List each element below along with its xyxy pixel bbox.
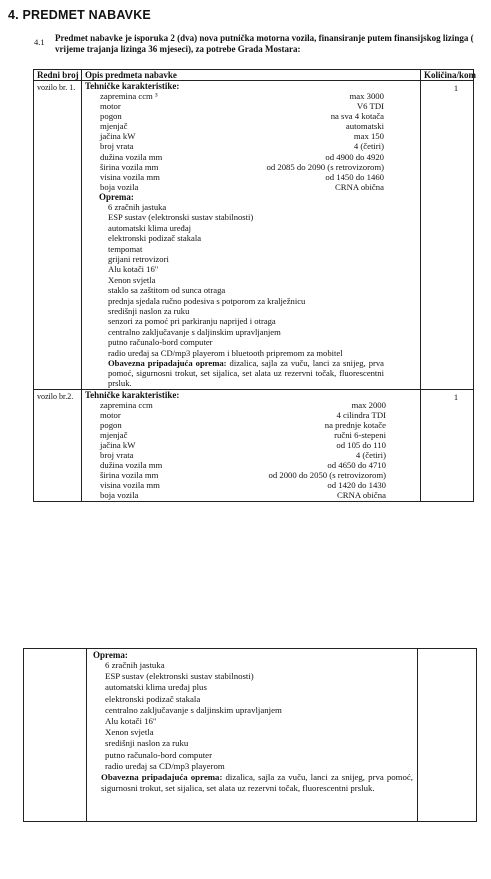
spec-label: jačina kW <box>100 131 136 142</box>
spec-label: motor <box>100 409 121 420</box>
spec-label: visina vozila mm <box>100 171 160 182</box>
mandatory-equipment-text: dizalica, sajla za vuču, lanci za snijeg, prva pomoć, sigurnosni trokut, set sijalica, set alata uz rezervni točak, fluorescentni prsluk. <box>108 358 384 389</box>
spec-row <box>82 131 420 141</box>
spec-value: max 2000 <box>351 399 386 410</box>
mandatory-equipment-title: Obavezna pripadajuća oprema: <box>108 358 227 369</box>
vehicle-2-quantity <box>421 389 474 501</box>
spec-row <box>82 172 420 182</box>
equipment-item: prednja sjedala ručno podesiva s potporom za kralježnicu <box>108 295 306 306</box>
spec-value: od 2000 do 2050 (s retrovizorom) <box>268 470 386 481</box>
spec-value: automatski <box>345 121 384 132</box>
spec-row <box>82 470 420 480</box>
mandatory-equipment-text: dizalica, sajla za vuču, lanci za snijeg, prva pomoć, sigurnosni trokut, set sijalica, set alata uz rezervni točak, fluorescentni prsluk. <box>101 772 413 793</box>
spec-value: max 150 <box>353 131 384 142</box>
equipment-item: putno računalo-bord computer <box>108 337 213 348</box>
spec-label: broj vrata <box>100 141 134 152</box>
spec-value: od 1450 do 1460 <box>325 171 384 182</box>
equipment-item: senzori za pomoć pri parkiranju naprijed i otraga <box>108 316 276 327</box>
spec-row <box>82 400 420 410</box>
equipment-item: središnji naslon za ruku <box>105 738 189 749</box>
spec-label: zapremina ccm ³ <box>100 91 158 101</box>
vehicle-1-equipment-title: Oprema: <box>99 191 134 202</box>
vehicle-2-quantity-value: 1 <box>453 391 459 402</box>
spec-value: 4 (četiri) <box>355 450 386 461</box>
mandatory-equipment-title: Obavezna pripadajuća oprema: <box>101 772 223 783</box>
continuation-equipment-title: Oprema: <box>93 650 128 660</box>
spec-label: pogon <box>100 111 122 122</box>
spec-value: na sva 4 kotača <box>330 111 384 122</box>
spec-row <box>82 91 420 101</box>
spec-label: pogon <box>100 419 122 430</box>
col-header-opis: Opis predmeta nabavke <box>82 70 421 81</box>
spec-row <box>82 420 420 430</box>
spec-value: od 1420 do 1430 <box>327 480 386 491</box>
spec-row <box>82 480 420 490</box>
section-number: 4.1 <box>34 37 45 47</box>
spec-label: dužina vozila mm <box>100 460 163 471</box>
spec-label: broj vrata <box>100 450 134 461</box>
col-header-redni-broj: Redni broj <box>34 70 82 81</box>
equipment-item: Alu kotači 16" <box>105 716 157 727</box>
spec-value: od 4900 do 4920 <box>325 151 384 162</box>
spec-label: visina vozila mm <box>100 480 160 491</box>
spec-row <box>82 162 420 172</box>
equipment-item: radio uređaj sa CD/mp3 playerom <box>105 760 225 771</box>
spec-value: CRNA obična <box>335 181 384 192</box>
equipment-item: automatski klima uređaj <box>108 222 192 233</box>
spec-label: mjenjač <box>100 429 128 440</box>
continuation-quantity-column <box>417 649 418 821</box>
spec-row <box>82 460 420 470</box>
spec-label: mjenjač <box>100 121 128 132</box>
spec-value: od 105 do 110 <box>336 440 386 451</box>
section-title: 4. PREDMET NABAVKE <box>8 8 151 22</box>
spec-label: boja vozila <box>100 490 139 501</box>
continuation-table <box>23 648 477 822</box>
table-row-vehicle-1 <box>34 81 474 390</box>
equipment-item: Alu kotači 16" <box>108 264 159 275</box>
vehicle-2-label: vozilo br.2. <box>34 389 82 501</box>
equipment-item: grijani retrovizori <box>108 253 169 264</box>
spec-value: V6 TDI <box>356 101 384 112</box>
table-header-row <box>34 70 474 81</box>
equipment-item: elektronski podizač stakala <box>108 233 202 244</box>
spec-value: od 2085 do 2090 (s retrovizorom) <box>266 161 384 172</box>
spec-value: od 4650 do 4710 <box>327 460 386 471</box>
spec-row <box>82 152 420 162</box>
vehicle-1-description <box>82 81 421 390</box>
spec-label: jačina kW <box>100 440 136 451</box>
equipment-item: putno računalo-bord computer <box>105 749 212 760</box>
vehicle-1-quantity <box>421 81 474 390</box>
spec-label: zapremina ccm <box>100 399 153 410</box>
spec-row <box>82 101 420 111</box>
equipment-item: središnji naslon za ruku <box>108 306 190 316</box>
spec-value: ručni 6-stepeni <box>334 429 386 440</box>
vehicle-1-tech-title: Tehničke karakteristike: <box>85 81 180 91</box>
vehicle-1-quantity-value: 1 <box>453 83 459 93</box>
continuation-description <box>86 649 417 821</box>
spec-value: na prednje kotače <box>324 419 386 430</box>
spec-label: širina vozila mm <box>100 161 159 172</box>
vehicle-2-tech-title: Tehničke karakteristike: <box>85 389 180 400</box>
spec-label: dužina vozila mm <box>100 151 163 162</box>
spec-row <box>82 490 420 500</box>
spec-label: boja vozila <box>100 181 139 192</box>
spec-row <box>82 182 420 192</box>
spec-row <box>82 121 420 131</box>
spec-label: motor <box>100 101 121 112</box>
spec-row <box>82 141 420 151</box>
table-row-vehicle-2 <box>34 389 474 501</box>
vehicle-2-description <box>82 389 421 501</box>
spec-table <box>33 69 477 502</box>
vehicle-1-label: vozilo br. 1. <box>34 81 82 390</box>
vehicle-1-mandatory-equipment <box>82 358 420 389</box>
equipment-item: ESP sustav (elektronski sustav stabilnosti) <box>105 671 254 682</box>
spec-row <box>82 111 420 121</box>
equipment-item: centralno zaključavanje s daljinskim upravljanjem <box>105 704 282 715</box>
spec-row <box>82 430 420 440</box>
equipment-item: Xenon svjetla <box>108 274 156 285</box>
equipment-item: 6 zračnih jastuka <box>105 660 165 670</box>
equipment-item: 6 zračnih jastuka <box>108 201 167 212</box>
continuation-mandatory-equipment <box>87 772 417 794</box>
col-header-kolicina: Količina/kom <box>421 70 474 81</box>
equipment-item: Xenon svjetla <box>105 727 154 738</box>
equipment-item: elektronski podizač stakala <box>105 693 201 704</box>
equipment-item: tempomat <box>108 243 143 254</box>
spec-value: max 3000 <box>349 91 384 101</box>
equipment-item: centralno zaključavanje s daljinskim upravljanjem <box>108 326 281 337</box>
spec-row <box>82 450 420 460</box>
spec-row <box>82 410 420 420</box>
equipment-item: staklo sa zaštitom od sunca otraga <box>108 285 226 296</box>
equipment-item: ESP sustav (elektronski sustav stabilnosti) <box>108 212 254 223</box>
equipment-item: radio uređaj sa CD/mp3 playerom i bluetooth pripremom za mobitel <box>108 347 343 358</box>
spec-value: 4 (četiri) <box>353 141 384 152</box>
intro-paragraph: Predmet nabavke je isporuka 2 (dva) nova putnička motorna vozila, finansiranje putem finansijskog lizinga ( vrijeme trajanja lizinga 36 mjeseci), za potrebe Grada Mostara: <box>55 33 474 54</box>
spec-value: 4 cilindra TDI <box>336 409 386 420</box>
spec-label: širina vozila mm <box>100 470 159 481</box>
equipment-item: automatski klima uređaj plus <box>105 682 207 693</box>
spec-value: CRNA obična <box>337 490 386 501</box>
spec-row <box>82 440 420 450</box>
